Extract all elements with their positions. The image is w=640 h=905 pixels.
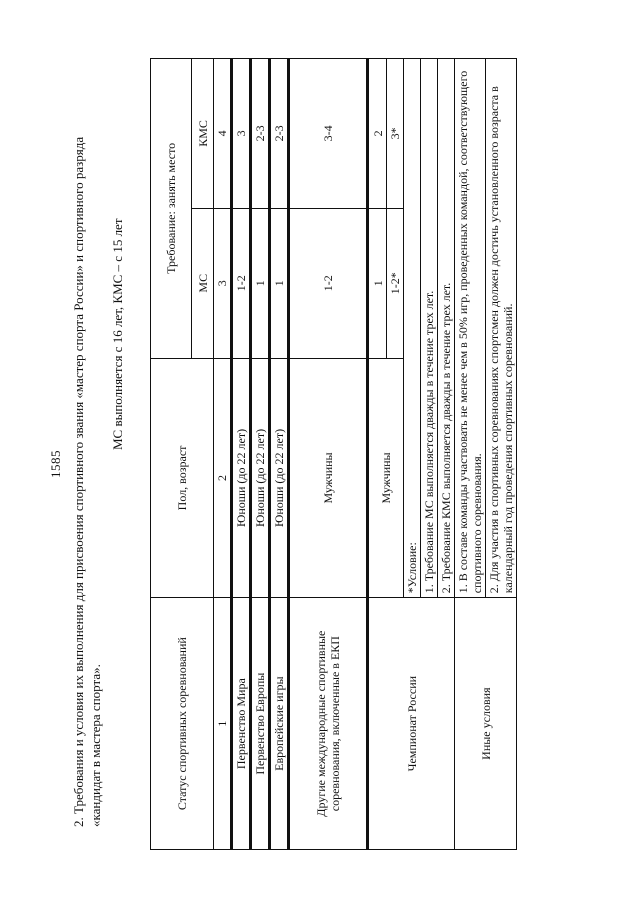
kms-value: 3*: [387, 127, 402, 140]
status-cell: Первенство Мира: [232, 598, 251, 850]
gender-age-cell: Юноши (до 22 лет): [251, 358, 270, 598]
index-cell: 3: [214, 208, 232, 358]
requirements-table: [150, 58, 517, 850]
header-requirement: Требование: занять место: [151, 59, 192, 359]
condition-note: 2. Требование КМС выполняется дважды в течение трех лет.: [439, 282, 453, 594]
index-cell: 2: [214, 358, 232, 598]
header-ms: МС: [192, 208, 214, 358]
other-conditions-label: Иные условия: [455, 598, 517, 850]
index-cell: 4: [214, 59, 232, 209]
kms-cell: [368, 59, 404, 209]
index-cell: 1: [214, 598, 232, 850]
kms-cell: 3-4: [289, 59, 368, 209]
kms-cell: 2-3: [251, 59, 270, 209]
kms-cell: 2-3: [270, 59, 289, 209]
condition-note: *Условие:: [404, 59, 421, 597]
table-row: [232, 59, 251, 850]
gender-age-cell: Юноши (до 22 лет): [232, 358, 251, 598]
ms-cell: 1: [251, 208, 270, 358]
other-conditions-text: [455, 59, 517, 598]
header-gender-age: Пол, возраст: [151, 358, 214, 598]
table-row: [251, 59, 270, 850]
table-header-row: [151, 59, 192, 850]
ms-cell: [368, 208, 404, 358]
status-cell: Другие международные спортивные соревнования, включенные в ЕКП: [289, 598, 368, 850]
kms-cell: 3: [232, 59, 251, 209]
other-conditions-row: [455, 59, 517, 850]
table-row: [270, 59, 289, 850]
header-status: Статус спортивных соревнований: [151, 598, 214, 850]
condition-notes: [404, 59, 455, 598]
ms-cell: 1: [270, 208, 289, 358]
status-cell: Первенство Европы: [251, 598, 270, 850]
kms-value: 2: [370, 59, 387, 208]
condition-item: 2. Для участия в спортивных соревнованиях спортсмен должен достичь установленного возраста в календарный год проведения спортивных соревнований.: [487, 86, 515, 594]
status-cell: Чемпионат России: [368, 598, 455, 850]
status-cell: Европейские игры: [270, 598, 289, 850]
condition-item: 1. В составе команды участвовать не менее чем в 50% игр, проведенных командой, соответствующего спортивного соревнования.: [455, 59, 486, 597]
gender-age-cell: Мужчины: [368, 358, 404, 598]
gender-age-cell: Мужчины: [289, 358, 368, 598]
index-row: [214, 59, 232, 850]
section-heading: 2. Требования и условия их выполнения для присвоения спортивного звания «мастер спорта России» и спортивного разряда «кандидат в мастера спорта».: [71, 136, 103, 827]
russia-row: [368, 59, 404, 850]
ms-cell: 1-2: [289, 208, 368, 358]
page-number: 1585: [48, 450, 63, 478]
table-row: [289, 59, 368, 850]
condition-note: 1. Требование МС выполняется дважды в течение трех лет.: [421, 59, 438, 597]
ms-value: 1-2*: [387, 272, 402, 295]
header-kms: КМС: [192, 59, 214, 209]
ms-cell: 1-2: [232, 208, 251, 358]
age-note: МС выполняется с 16 лет, КМС – с 15 лет: [110, 218, 125, 450]
ms-value: 1: [370, 209, 387, 358]
gender-age-cell: Юноши (до 22 лет): [270, 358, 289, 598]
